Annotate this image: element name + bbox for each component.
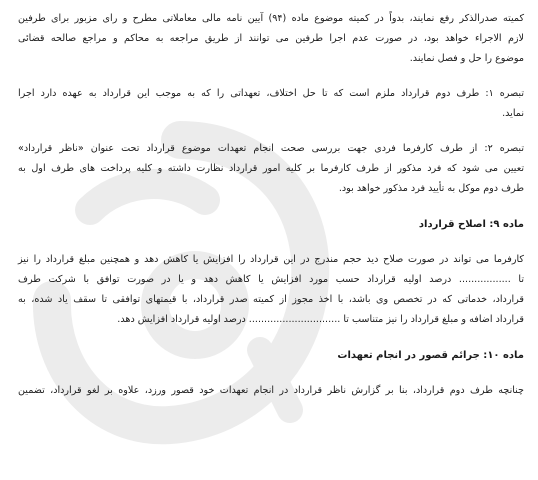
article-heading: ماده ۹: اصلاح قرارداد [418,219,524,230]
text-line: تبصره ۱: طرف دوم قرارداد ملزم است که تا حل اختلاف، تعهداتی را که به موجب این قرارداد به عهده دارد اجرا [18,88,524,99]
text-line: نماید. [502,108,524,119]
text-line: کمیته صدرالذکر رفع نمایند، بدواً در کمیته موضوع ماده (۹۴) آیین نامه مالی معاملاتی مطرح و رای مزبور برای طرفین [18,13,525,24]
text-line: لازم الاجراء خواهد بود، در صورت عدم اجرا طرفین می توانند از طریق مراجعه به محاکم و مراجع صالحه قضائی [18,33,524,44]
text-line: تبصره ۲: از طرف کارفرما فردی جهت بررسی صحت انجام تعهدات موضوع قرارداد تحت عنوان «ناظر قرارداد» [18,143,524,154]
text-line: چنانچه طرف دوم قرارداد، بنا بر گزارش ناظر قرارداد در انجام تعهدات خود قصور ورزد، علاوه بر لغو قرارداد، تضمین [18,385,524,396]
text-line: موضوع را حل و فصل نمایند. [409,53,524,64]
text-line: قرارداد، خدماتی که در تخصص وی باشد، با اخذ مجوز از کمیته صدر قرارداد، با قیمتهای توافقی تا سقف یاد شده، به [18,294,524,305]
text-line: تا ................. درصد اولیه قرارداد حسب مورد افزایش یا کاهش دهد و یا در صورت توافق با شرکت طرف [18,274,524,285]
text-line: قرارداد اضافه و مبلغ قرارداد را نیز متناسب تا .............................. درصد اولیه قرارداد افزایش دهد. [117,314,524,325]
text-line: کارفرما می تواند در صورت صلاح دید حجم مندرج در این قرارداد را افزایش یا کاهش دهد و همچنین مبلغ قرارداد را نیز [18,254,524,265]
text-line: تعیین می شود که فرد مذکور از طرف کارفرما بر کلیه امور قرارداد نظارت داشته و کلیه پرداخت های طرف اول به [18,163,524,174]
text-line: طرف دوم موکل به تأیید فرد مذکور خواهد بود. [338,183,524,194]
article-heading: ماده ۱۰: جرائم قصور در انجام تعهدات [337,350,524,361]
